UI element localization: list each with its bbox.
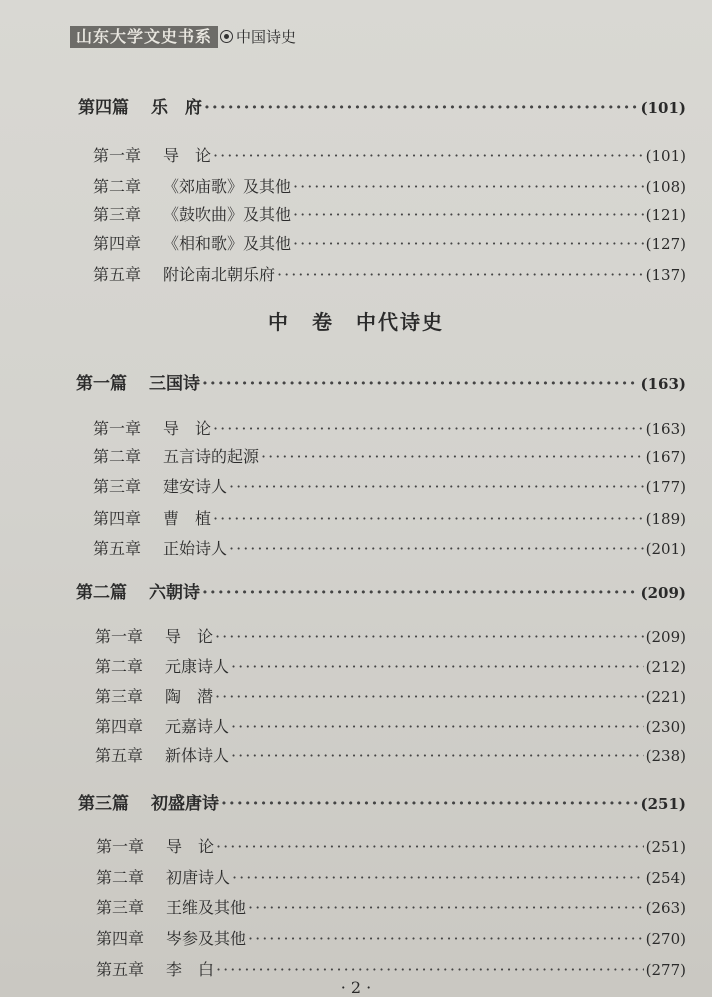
page-ref: (201) <box>645 540 686 558</box>
toc-chapter-row <box>95 743 686 766</box>
part-label: 第三篇 <box>78 794 129 814</box>
page-ref: (254) <box>645 869 686 887</box>
chapter-title: 导 论 <box>163 419 212 438</box>
part-label: 第一篇 <box>76 374 127 394</box>
toc-chapter-row <box>93 202 686 225</box>
chapter-label: 第五章 <box>93 539 142 558</box>
chapter-title: 建安诗人 <box>163 477 228 496</box>
chapter-label: 第三章 <box>96 898 145 917</box>
page-ref: (101) <box>645 147 686 165</box>
chapter-label: 第二章 <box>93 447 142 466</box>
page-ref: (238) <box>645 747 686 765</box>
page-ref: (251) <box>645 838 686 856</box>
chapter-title: 元康诗人 <box>165 657 230 676</box>
toc-chapter-row <box>93 536 686 559</box>
page-number: · 2 · <box>340 978 372 997</box>
page-ref: (167) <box>645 448 686 466</box>
chapter-title: 附论南北朝乐府 <box>163 265 276 284</box>
toc-chapter-row <box>93 474 686 497</box>
toc-chapter-row <box>96 895 686 918</box>
chapter-label: 第一章 <box>96 837 145 856</box>
book-subtitle-text: 中国诗史 <box>236 28 297 46</box>
chapter-title: 新体诗人 <box>165 746 230 765</box>
chapter-title: 正始诗人 <box>163 539 228 558</box>
volume-heading: 中 卷 中代诗史 <box>268 310 444 334</box>
chapter-title: 王维及其他 <box>166 898 247 917</box>
toc-part-row <box>76 578 686 603</box>
toc-chapter-row <box>96 834 686 857</box>
toc-chapter-row <box>93 231 686 254</box>
toc-chapter-row <box>96 865 686 888</box>
toc-chapter-row <box>95 624 686 647</box>
page-ref: (277) <box>645 961 686 979</box>
chapter-label: 第一章 <box>93 146 142 165</box>
chapter-label: 第五章 <box>95 746 144 765</box>
part-title: 三国诗 <box>149 374 200 394</box>
page-ref: (177) <box>645 478 686 496</box>
chapter-label: 第五章 <box>96 960 145 979</box>
chapter-label: 第三章 <box>93 205 142 224</box>
chapter-title: 导 论 <box>165 627 214 646</box>
chapter-title: 曹 植 <box>163 509 212 528</box>
chapter-title: 《郊庙歌》及其他 <box>163 177 292 196</box>
toc-chapter-row <box>93 174 686 197</box>
part-label: 第四篇 <box>78 98 129 118</box>
toc-chapter-row <box>93 262 686 285</box>
toc-part-row <box>78 789 686 814</box>
page-ref: (121) <box>645 206 686 224</box>
part-label: 第二篇 <box>76 583 127 603</box>
chapter-label: 第二章 <box>96 868 145 887</box>
chapter-title: 元嘉诗人 <box>165 717 230 736</box>
page-ref: (209) <box>640 584 686 602</box>
toc-chapter-row <box>93 444 686 467</box>
chapter-label: 第三章 <box>95 687 144 706</box>
toc-part-row <box>76 369 686 394</box>
part-title: 乐 府 <box>151 98 202 118</box>
toc-chapter-row <box>95 654 686 677</box>
page-ref: (230) <box>645 718 686 736</box>
toc-chapter-row <box>96 957 686 980</box>
chapter-label: 第二章 <box>93 177 142 196</box>
page-ref: (189) <box>645 510 686 528</box>
chapter-label: 第四章 <box>93 234 142 253</box>
chapter-title: 五言诗的起源 <box>163 447 260 466</box>
chapter-title: 初唐诗人 <box>166 868 231 887</box>
page-ref: (270) <box>645 930 686 948</box>
chapter-label: 第五章 <box>93 265 142 284</box>
toc-chapter-row <box>93 506 686 529</box>
page-ref: (137) <box>645 266 686 284</box>
toc-chapter-row <box>96 926 686 949</box>
page-ref: (251) <box>640 795 686 813</box>
chapter-label: 第四章 <box>95 717 144 736</box>
page-ref: (263) <box>645 899 686 917</box>
page-ref: (163) <box>640 375 686 393</box>
chapter-title: 《鼓吹曲》及其他 <box>163 205 292 224</box>
chapter-label: 第四章 <box>96 929 145 948</box>
chapter-label: 第一章 <box>95 627 144 646</box>
chapter-title: 《相和歌》及其他 <box>163 234 292 253</box>
chapter-title: 岑参及其他 <box>166 929 247 948</box>
chapter-title: 李 白 <box>166 960 215 979</box>
toc-part-row <box>78 93 686 118</box>
chapter-title: 导 论 <box>166 837 215 856</box>
page-ref: (127) <box>645 235 686 253</box>
chapter-title: 导 论 <box>163 146 212 165</box>
page-ref: (221) <box>645 688 686 706</box>
toc-chapter-row <box>93 143 686 166</box>
bullet-circle-icon <box>220 30 233 43</box>
page-ref: (108) <box>645 178 686 196</box>
page-ref: (101) <box>640 99 686 117</box>
book-subtitle <box>220 27 296 47</box>
page-ref: (212) <box>645 658 686 676</box>
toc-chapter-row <box>95 714 686 737</box>
part-title: 六朝诗 <box>149 583 200 603</box>
toc-chapter-row <box>93 416 686 439</box>
series-title: 山东大学文史书系 <box>70 26 218 48</box>
page-ref: (163) <box>645 420 686 438</box>
part-title: 初盛唐诗 <box>151 794 219 814</box>
chapter-label: 第三章 <box>93 477 142 496</box>
chapter-label: 第四章 <box>93 509 142 528</box>
chapter-title: 陶 潜 <box>165 687 214 706</box>
chapter-label: 第二章 <box>95 657 144 676</box>
toc-chapter-row <box>95 684 686 707</box>
chapter-label: 第一章 <box>93 419 142 438</box>
page-ref: (209) <box>645 628 686 646</box>
